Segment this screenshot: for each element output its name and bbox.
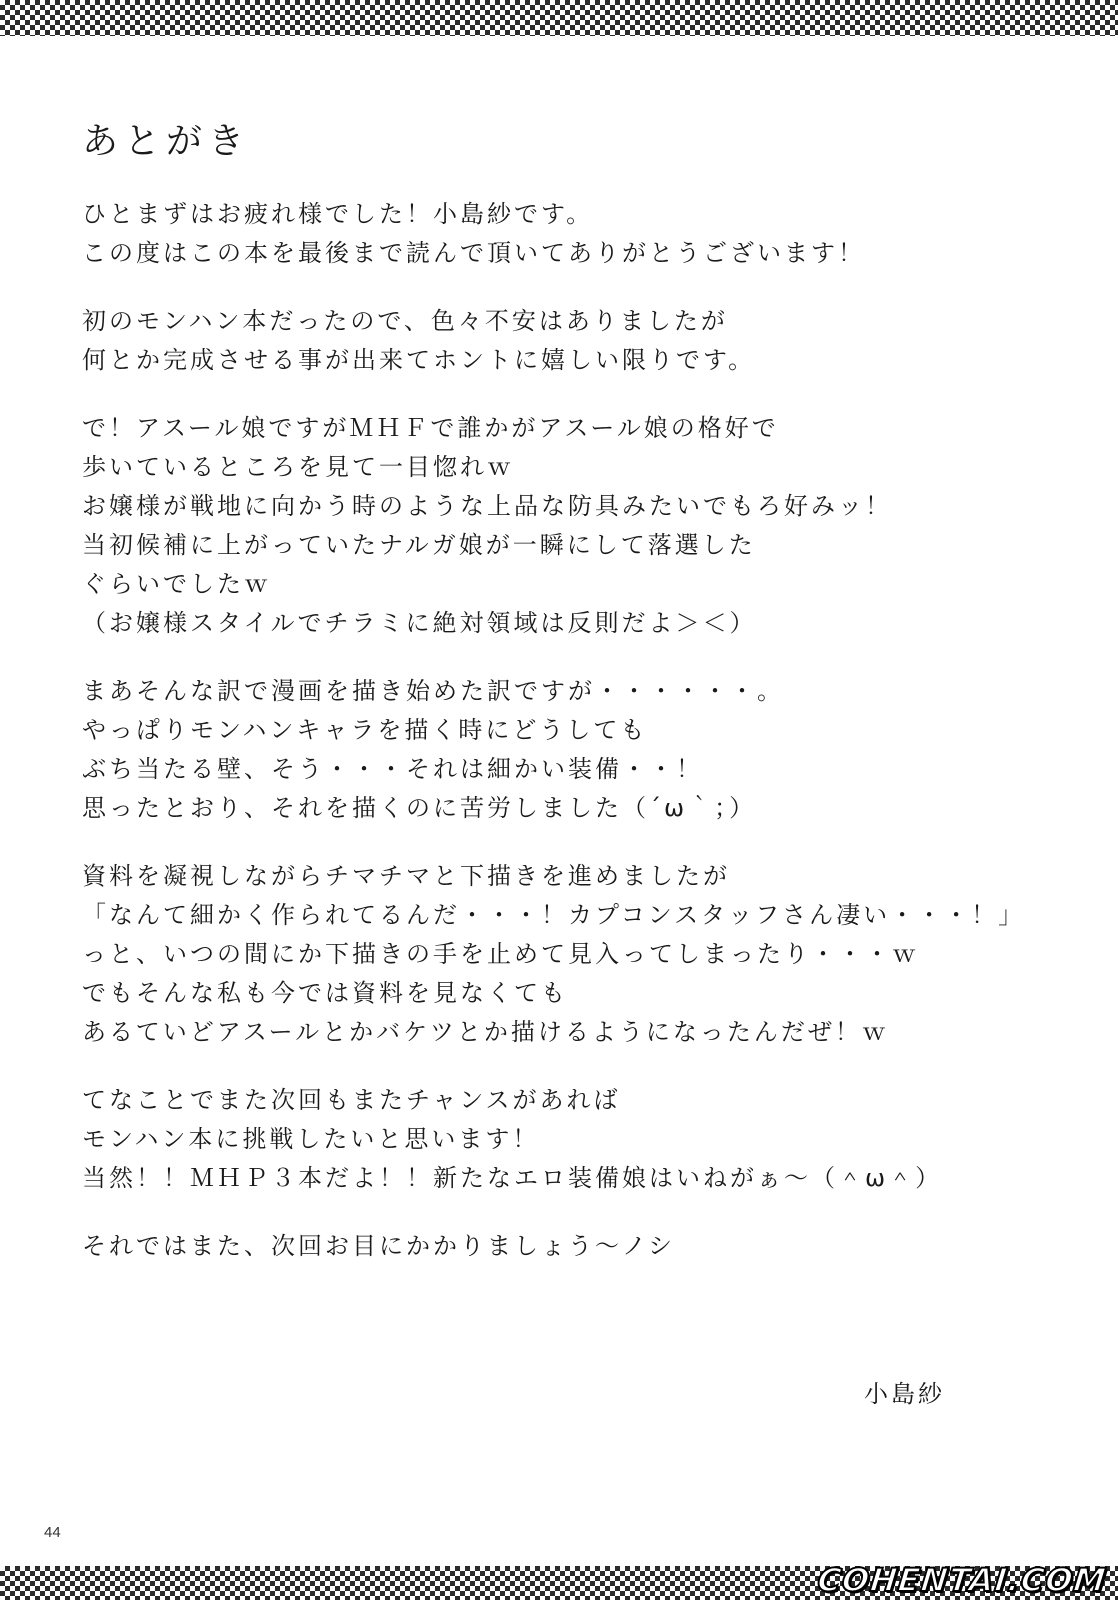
site-watermark: COHENTAI.COM (815, 1561, 1109, 1599)
text-line: あるていどアスールとかバケツとか描けるようになったんだぜ！ｗ (82, 1018, 889, 1046)
page-title: あとがき (82, 121, 251, 162)
page-number: 44 (44, 1524, 61, 1541)
text-line: 当然！！ＭＨＰ３本だよ！！新たなエロ装備娘はいねがぁ～（＾ω＾） (82, 1164, 943, 1192)
checker-border-top (0, 0, 1118, 36)
paragraph-7 (82, 1227, 982, 1266)
text-line: てなことでまた次回もまたチャンスがあれば (82, 1086, 621, 1114)
text-line: ぐらいでしたｗ (82, 570, 271, 598)
paragraph-6 (82, 1081, 982, 1198)
text-line: 当初候補に上がっていたナルガ娘が一瞬にして落選した (82, 531, 756, 559)
text-line: （お嬢様スタイルでチラミに絶対領域は反則だよ＞＜） (82, 609, 757, 637)
text-line: でもそんな私も今では資料を見なくても (82, 979, 568, 1007)
text-line: 「なんて細かく作られてるんだ・・・！カプコンスタッフさん凄い・・・！」 (82, 901, 1026, 929)
paragraph-3 (82, 409, 982, 643)
paragraph-5 (82, 857, 1026, 1052)
text-line: やっぱりモンハンキャラを描く時にどうしても (82, 716, 648, 744)
author-signature: 小島紗 (864, 1380, 945, 1408)
text-line: 何とか完成させる事が出来てホントに嬉しい限りです。 (82, 346, 756, 374)
text-line: 歩いているところを見て一目惚れｗ (82, 453, 514, 481)
text-line: 初のモンハン本だったので、色々不安はありましたが (82, 307, 728, 335)
text-line: モンハン本に挑戦したいと思います！ (82, 1125, 540, 1153)
text-line: ぶち当たる壁、そう・・・それは細かい装備・・！ (82, 755, 703, 783)
text-line: まあそんな訳で漫画を描き始めた訳ですが・・・・・・。 (82, 677, 784, 705)
text-line: この度はこの本を最後まで読んで頂いてありがとうございます！ (82, 239, 865, 267)
paragraph-4 (82, 672, 982, 828)
text-line: ひとまずはお疲れ様でした！小島紗です。 (82, 200, 594, 228)
text-line: 資料を凝視しながらチマチマと下描きを進めましたが (82, 862, 730, 890)
text-line: っと、いつの間にか下描きの手を止めて見入ってしまったり・・・ｗ (82, 940, 919, 968)
text-line: で！アスール娘ですがＭＨＦで誰かがアスール娘の格好で (82, 414, 779, 442)
afterword-body (82, 195, 1026, 1295)
text-line: 思ったとおり、それを描くのに苦労しました（´ω｀；） (82, 794, 757, 822)
text-line: それではまた、次回お目にかかりましょう～ノシ (82, 1232, 676, 1260)
text-line: お嬢様が戦地に向かう時のような上品な防具みたいでもろ好みッ！ (82, 492, 892, 520)
paragraph-2 (82, 302, 982, 380)
paragraph-1 (82, 195, 982, 273)
